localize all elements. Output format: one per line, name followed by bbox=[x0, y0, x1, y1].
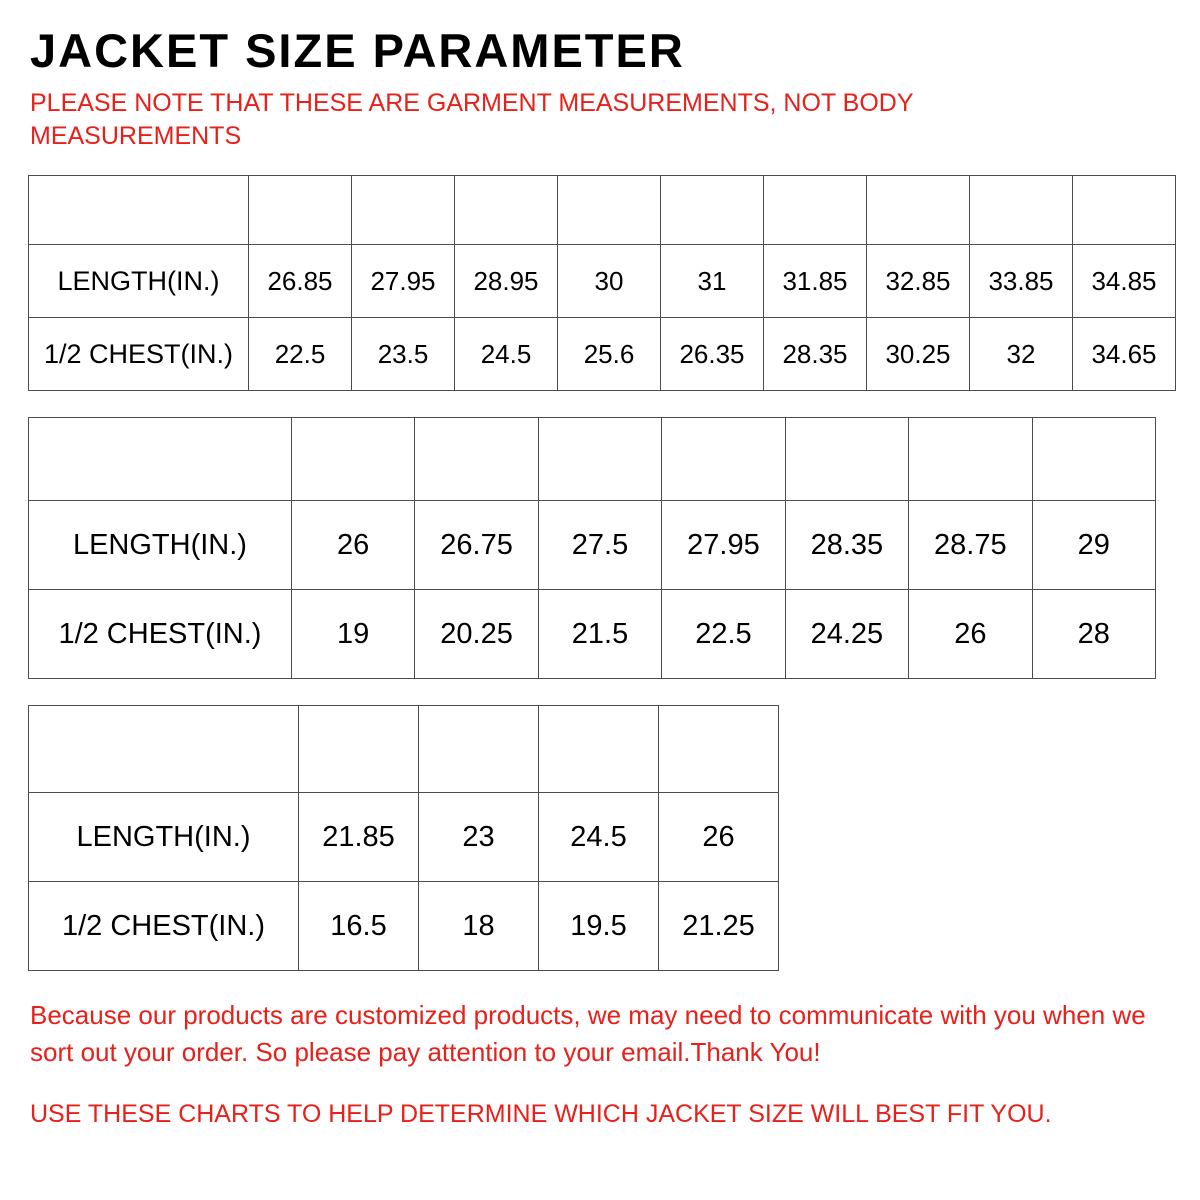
measurement-cell: 28.35 bbox=[785, 501, 908, 590]
row-label: LENGTH(IN.) bbox=[29, 793, 299, 882]
measurement-cell: 24.5 bbox=[539, 793, 659, 882]
customization-note: Because our products are customized products, we may need to communicate with you when we sort out your order. So please pay attention to your email.Thank You! bbox=[30, 1000, 1146, 1068]
measurement-cell: 19 bbox=[291, 590, 414, 679]
chart-usage-note: USE THESE CHARTS TO HELP DETERMINE WHICH JACKET SIZE WILL BEST FIT YOU. bbox=[30, 1100, 1052, 1129]
table-row bbox=[29, 590, 1156, 679]
measurement-cell: 19.5 bbox=[539, 882, 659, 971]
row-label: 1/2 CHEST(IN.) bbox=[29, 882, 299, 971]
measurement-cell: 23.5 bbox=[352, 318, 455, 391]
table-row bbox=[29, 318, 1176, 391]
measurement-cell: 22.5 bbox=[249, 318, 352, 391]
measurement-cell: 28.35 bbox=[764, 318, 867, 391]
womens-header-label: WOMEN’S bbox=[29, 418, 292, 501]
row-label: LENGTH(IN.) bbox=[29, 245, 249, 318]
row-label: LENGTH(IN.) bbox=[29, 501, 292, 590]
table-header-row bbox=[29, 176, 1176, 245]
row-label: 1/2 CHEST(IN.) bbox=[29, 590, 292, 679]
size-header-cell: 5XL bbox=[970, 176, 1073, 245]
size-header-cell: 14–16 bbox=[539, 706, 659, 793]
table-row bbox=[29, 245, 1176, 318]
row-label: 1/2 CHEST(IN.) bbox=[29, 318, 249, 391]
measurement-cell: 21.25 bbox=[659, 882, 779, 971]
size-header-cell: 8 bbox=[299, 706, 419, 793]
mens-size-table bbox=[28, 175, 1176, 391]
measurement-cell: 34.65 bbox=[1073, 318, 1176, 391]
size-header-cell: 4XL bbox=[867, 176, 970, 245]
size-header-cell: 10–12 bbox=[419, 706, 539, 793]
measurement-cell: 30 bbox=[558, 245, 661, 318]
size-header-cell: L bbox=[455, 176, 558, 245]
measurement-cell: 26 bbox=[291, 501, 414, 590]
measurement-cell: 30.25 bbox=[867, 318, 970, 391]
measurement-cell: 28 bbox=[1032, 590, 1155, 679]
measurement-cell: 26.35 bbox=[661, 318, 764, 391]
measurement-cell: 23 bbox=[419, 793, 539, 882]
table-row bbox=[29, 793, 779, 882]
table-row bbox=[29, 501, 1156, 590]
table-header-row bbox=[29, 418, 1156, 501]
measurement-cell: 24.25 bbox=[785, 590, 908, 679]
measurement-cell: 16.5 bbox=[299, 882, 419, 971]
measurement-cell: 25.6 bbox=[558, 318, 661, 391]
measurement-cell: 34.85 bbox=[1073, 245, 1176, 318]
table-header-row bbox=[29, 706, 779, 793]
measurement-cell: 32.85 bbox=[867, 245, 970, 318]
size-header-cell: 4XL bbox=[1032, 418, 1155, 501]
measurement-cell: 21.5 bbox=[538, 590, 661, 679]
youth-header-label: YOUTH bbox=[29, 706, 299, 793]
garment-measurement-note: PLEASE NOTE THAT THESE ARE GARMENT MEASUREMENTS, NOT BODY MEASUREMENTS bbox=[30, 89, 914, 151]
size-header-cell: 3XL bbox=[909, 418, 1032, 501]
measurement-cell: 31 bbox=[661, 245, 764, 318]
measurement-cell: 21.85 bbox=[299, 793, 419, 882]
measurement-cell: 24.5 bbox=[455, 318, 558, 391]
size-header-cell: 2XL bbox=[785, 418, 908, 501]
size-header-cell: 3XL bbox=[764, 176, 867, 245]
measurement-cell: 33.85 bbox=[970, 245, 1073, 318]
measurement-cell: 26 bbox=[659, 793, 779, 882]
measurement-cell: 28.95 bbox=[455, 245, 558, 318]
measurement-cell: 29 bbox=[1032, 501, 1155, 590]
measurement-cell: 27.95 bbox=[662, 501, 785, 590]
size-header-cell: 2XL bbox=[661, 176, 764, 245]
measurement-cell: 31.85 bbox=[764, 245, 867, 318]
size-header-cell: S bbox=[249, 176, 352, 245]
youth-size-table bbox=[28, 705, 779, 971]
measurement-cell: 26.75 bbox=[415, 501, 538, 590]
measurement-cell: 27.95 bbox=[352, 245, 455, 318]
measurement-cell: 18 bbox=[419, 882, 539, 971]
size-header-cell: M bbox=[352, 176, 455, 245]
mens-header-label: MEN’S bbox=[29, 176, 249, 245]
measurement-cell: 22.5 bbox=[662, 590, 785, 679]
size-header-cell: XL bbox=[558, 176, 661, 245]
size-header-cell: S bbox=[291, 418, 414, 501]
measurement-cell: 26.85 bbox=[249, 245, 352, 318]
size-header-cell: 18–20 bbox=[659, 706, 779, 793]
size-header-cell: M bbox=[415, 418, 538, 501]
measurement-cell: 28.75 bbox=[909, 501, 1032, 590]
page-title: JACKET SIZE PARAMETER bbox=[30, 24, 685, 77]
table-row bbox=[29, 882, 779, 971]
measurement-cell: 26 bbox=[909, 590, 1032, 679]
size-header-cell: L bbox=[538, 418, 661, 501]
measurement-cell: 32 bbox=[970, 318, 1073, 391]
womens-size-table bbox=[28, 417, 1156, 679]
size-header-cell: XL bbox=[662, 418, 785, 501]
size-header-cell: 6XL bbox=[1073, 176, 1176, 245]
measurement-cell: 27.5 bbox=[538, 501, 661, 590]
measurement-cell: 20.25 bbox=[415, 590, 538, 679]
